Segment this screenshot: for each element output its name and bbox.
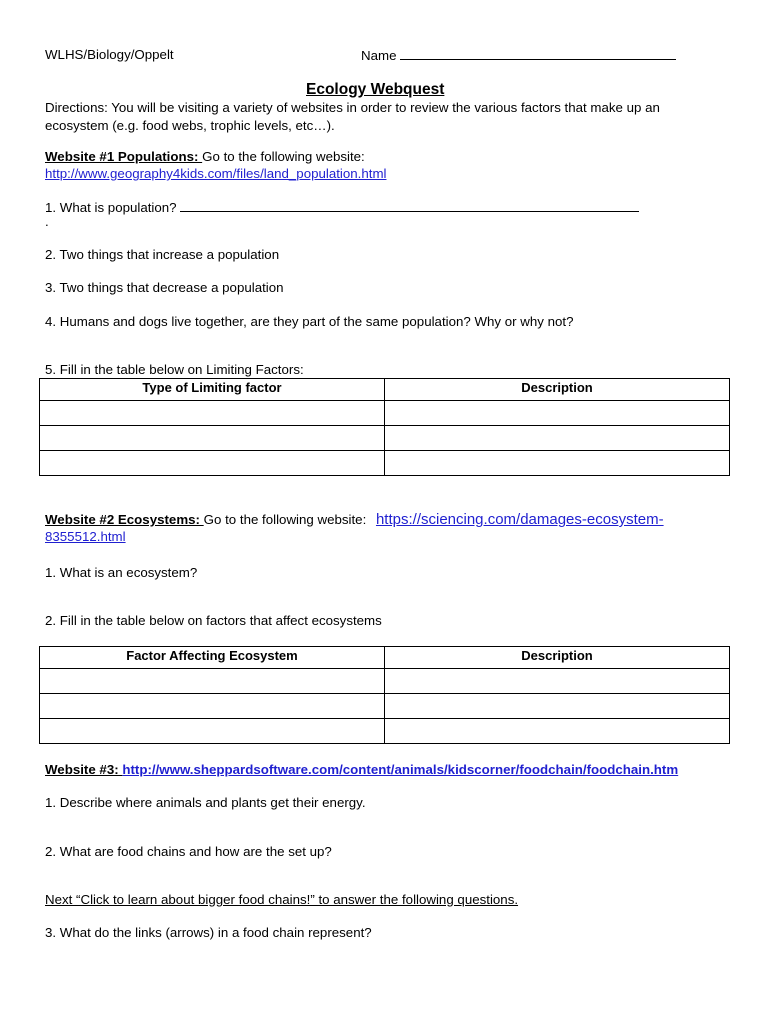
limiting-factors-table bbox=[39, 378, 730, 476]
website1-q1: 1. What is population? bbox=[45, 200, 177, 215]
website3-heading: Website #3: bbox=[45, 762, 123, 777]
table-cell[interactable] bbox=[385, 401, 730, 426]
website1-heading: Website #1 Populations: bbox=[45, 149, 203, 164]
column-header: Factor Affecting Ecosystem bbox=[40, 647, 385, 669]
website2-heading-row bbox=[45, 511, 664, 528]
name-field-row bbox=[361, 47, 676, 63]
table-row bbox=[40, 426, 730, 451]
website3-link[interactable]: http://www.sheppardsoftware.com/content/animals/kidscorner/foodchain/foodchain.htm bbox=[122, 762, 679, 777]
table-cell[interactable] bbox=[40, 401, 385, 426]
table-cell[interactable] bbox=[40, 426, 385, 451]
table-cell[interactable] bbox=[385, 719, 730, 744]
table-cell[interactable] bbox=[385, 694, 730, 719]
table-cell[interactable] bbox=[385, 451, 730, 476]
website2-link-part1[interactable]: https://sciencing.com/damages-ecosystem- bbox=[375, 511, 664, 528]
website3-next-instruction: Next “Click to learn about bigger food chains!” to answer the following questions. bbox=[45, 892, 519, 907]
name-label: Name bbox=[361, 48, 397, 63]
column-header: Description bbox=[385, 647, 730, 669]
page-title: Ecology Webquest bbox=[306, 81, 445, 98]
column-header: Type of Limiting factor bbox=[40, 379, 385, 401]
website1-q3: 3. Two things that decrease a population bbox=[45, 280, 284, 295]
website1-link[interactable]: http://www.geography4kids.com/files/land_population.html bbox=[45, 166, 387, 181]
table-row bbox=[40, 401, 730, 426]
table-header-row bbox=[40, 647, 730, 669]
table-cell[interactable] bbox=[40, 451, 385, 476]
website3-heading-row bbox=[45, 762, 678, 777]
website1-instruction: Go to the following website: bbox=[202, 149, 365, 164]
table-row bbox=[40, 451, 730, 476]
website1-q4: 4. Humans and dogs live together, are they part of the same population? Why or why not? bbox=[45, 314, 574, 329]
website1-q1-blank[interactable] bbox=[180, 199, 639, 212]
stray-dot: . bbox=[45, 214, 49, 229]
website2-q1: 1. What is an ecosystem? bbox=[45, 565, 198, 580]
website2-heading: Website #2 Ecosystems: bbox=[45, 512, 204, 527]
website3-q2: 2. What are food chains and how are the set up? bbox=[45, 844, 332, 859]
website1-heading-row bbox=[45, 149, 365, 164]
table-cell[interactable] bbox=[385, 426, 730, 451]
column-header: Description bbox=[385, 379, 730, 401]
website1-q2: 2. Two things that increase a population bbox=[45, 247, 280, 262]
directions-line-2: ecosystem (e.g. food webs, trophic levels, etc…). bbox=[45, 118, 335, 133]
table-row bbox=[40, 719, 730, 744]
course-label: WLHS/Biology/Oppelt bbox=[45, 47, 174, 62]
website2-q2: 2. Fill in the table below on factors that affect ecosystems bbox=[45, 613, 382, 628]
ecosystem-factors-table bbox=[39, 646, 730, 744]
website3-q1: 1. Describe where animals and plants get their energy. bbox=[45, 795, 366, 810]
name-blank[interactable] bbox=[400, 47, 676, 60]
website1-q5: 5. Fill in the table below on Limiting Factors: bbox=[45, 362, 304, 377]
table-header-row bbox=[40, 379, 730, 401]
directions-line-1: Directions: You will be visiting a variety of websites in order to review the various factors that make up an bbox=[45, 100, 660, 115]
table-cell[interactable] bbox=[40, 669, 385, 694]
table-cell[interactable] bbox=[40, 719, 385, 744]
website2-instruction: Go to the following website: bbox=[203, 512, 367, 527]
table-cell[interactable] bbox=[385, 669, 730, 694]
table-row bbox=[40, 694, 730, 719]
website2-link-part2[interactable]: 8355512.html bbox=[45, 529, 126, 544]
website3-q3: 3. What do the links (arrows) in a food chain represent? bbox=[45, 925, 372, 940]
table-row bbox=[40, 669, 730, 694]
website1-q1-row bbox=[45, 199, 639, 215]
table-cell[interactable] bbox=[40, 694, 385, 719]
